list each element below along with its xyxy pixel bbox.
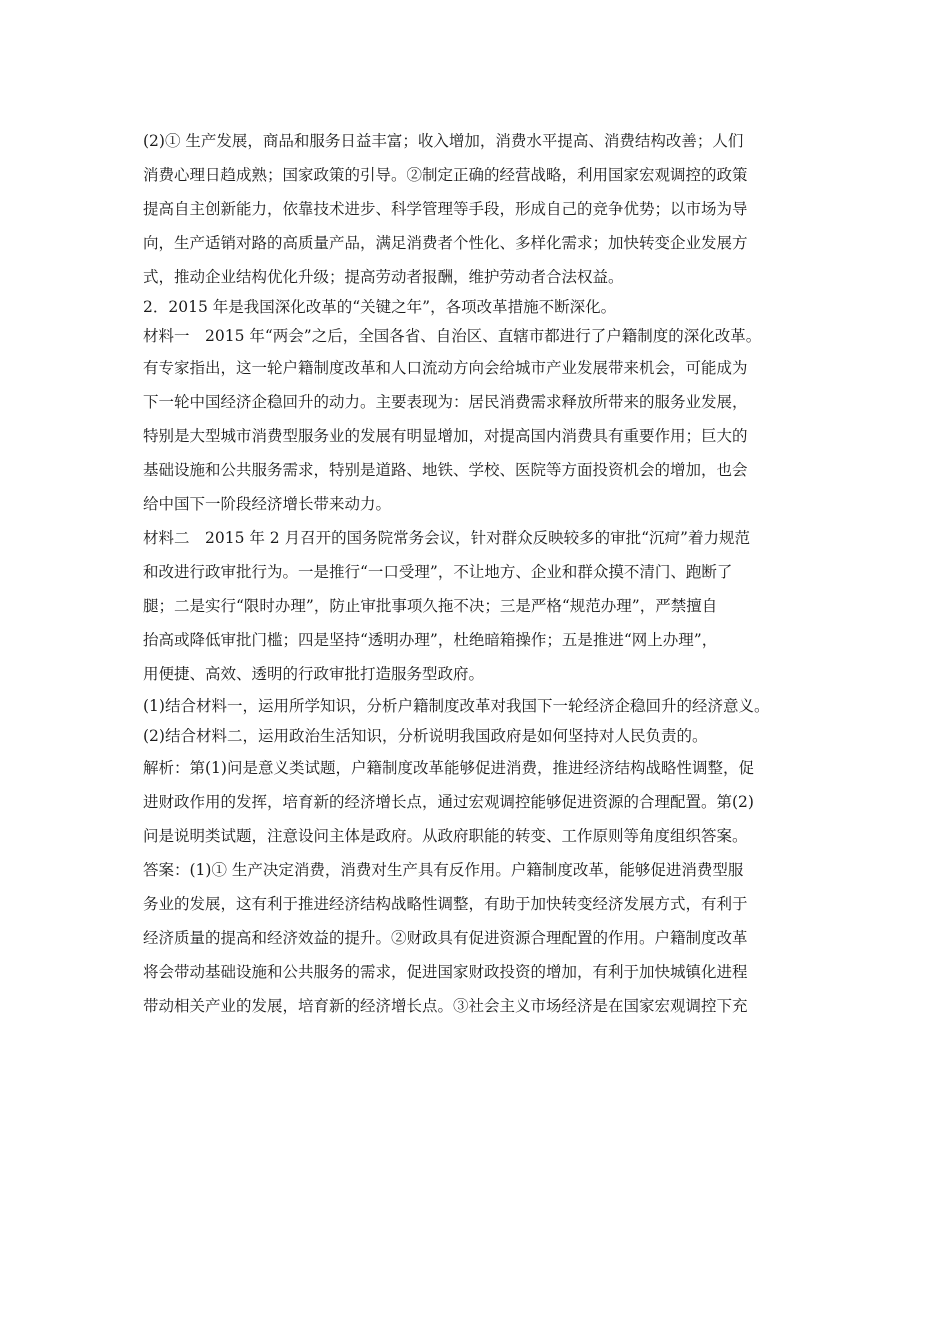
- text-line: 式，推动企业结构优化升级；提高劳动者报酬，维护劳动者合法权益。: [143, 268, 624, 286]
- text-line: 带动相关产业的发展，培育新的经济增长点。③社会主义市场经济是在国家宏观调控下充: [143, 997, 748, 1015]
- text-line: 2．2015 年是我国深化改革的“关键之年”，各项改革措施不断深化。: [143, 298, 617, 316]
- text-line: 提高自主创新能力，依靠技术进步、科学管理等手段，形成自己的竞争优势；以市场为导: [143, 200, 748, 218]
- text-line: 材料二 2015 年 2 月召开的国务院常务会议，针对群众反映较多的审批“沉疴”着力规范: [143, 529, 750, 547]
- text-line: 腿；二是实行“限时办理”，防止审批事项久拖不决；三是严格“规范办理”，严禁擅自: [143, 597, 718, 615]
- text-line: 抬高或降低审批门槛；四是坚持“透明办理”，杜绝暗箱操作；五是推进“网上办理”，: [143, 631, 718, 649]
- text-line: 解析：第(1)问是意义类试题，户籍制度改革能够促进消费，推进经济结构战略性调整，促: [143, 759, 754, 777]
- text-line: 向，生产适销对路的高质量产品，满足消费者个性化、多样化需求；加快转变企业发展方: [143, 234, 748, 252]
- text-line: 将会带动基础设施和公共服务的需求，促进国家财政投资的增加，有利于加快城镇化进程: [143, 963, 748, 981]
- text-line: 材料一 2015 年“两会”之后，全国各省、自治区、直辖市都进行了户籍制度的深化改革。: [143, 327, 762, 345]
- text-line: 和改进行政审批行为。一是推行“一口受理”，不让地方、企业和群众摸不清门、跑断了: [143, 563, 733, 581]
- text-line: (2)结合材料二，运用政治生活知识，分析说明我国政府是如何坚持对人民负责的。: [143, 727, 708, 745]
- text-line: 问是说明类试题，注意设问主体是政府。从政府职能的转变、工作原则等角度组织答案。: [143, 827, 748, 845]
- text-line: 基础设施和公共服务需求，特别是道路、地铁、学校、医院等方面投资机会的增加，也会: [143, 461, 748, 479]
- text-line: 进财政作用的发挥，培育新的经济增长点，通过宏观调控能够促进资源的合理配置。第(2): [143, 793, 754, 811]
- text-line: 有专家指出，这一轮户籍制度改革和人口流动方向会给城市产业发展带来机会，可能成为: [143, 359, 748, 377]
- text-line: 用便捷、高效、透明的行政审批打造服务型政府。: [143, 665, 485, 683]
- text-line: 下一轮中国经济企稳回升的动力。主要表现为：居民消费需求释放所带来的服务业发展，: [143, 393, 748, 411]
- text-line: 消费心理日趋成熟；国家政策的引导。②制定正确的经营战略，利用国家宏观调控的政策: [143, 166, 748, 184]
- text-line: 务业的发展，这有利于推进经济结构战略性调整，有助于加快转变经济发展方式，有利于: [143, 895, 748, 913]
- text-line: 特别是大型城市消费型服务业的发展有明显增加，对提高国内消费具有重要作用；巨大的: [143, 427, 748, 445]
- text-line: (1)结合材料一，运用所学知识，分析户籍制度改革对我国下一轮经济企稳回升的经济意义。: [143, 697, 770, 715]
- text-line: 经济质量的提高和经济效益的提升。②财政具有促进资源合理配置的作用。户籍制度改革: [143, 929, 748, 947]
- document-body: [143, 124, 815, 1023]
- text-line: (2)① 生产发展，商品和服务日益丰富；收入增加，消费水平提高、消费结构改善；人们: [143, 132, 744, 150]
- text-line: 给中国下一阶段经济增长带来动力。: [143, 495, 392, 513]
- text-line: 答案：(1)① 生产决定消费，消费对生产具有反作用。户籍制度改革，能够促进消费型服: [143, 861, 744, 879]
